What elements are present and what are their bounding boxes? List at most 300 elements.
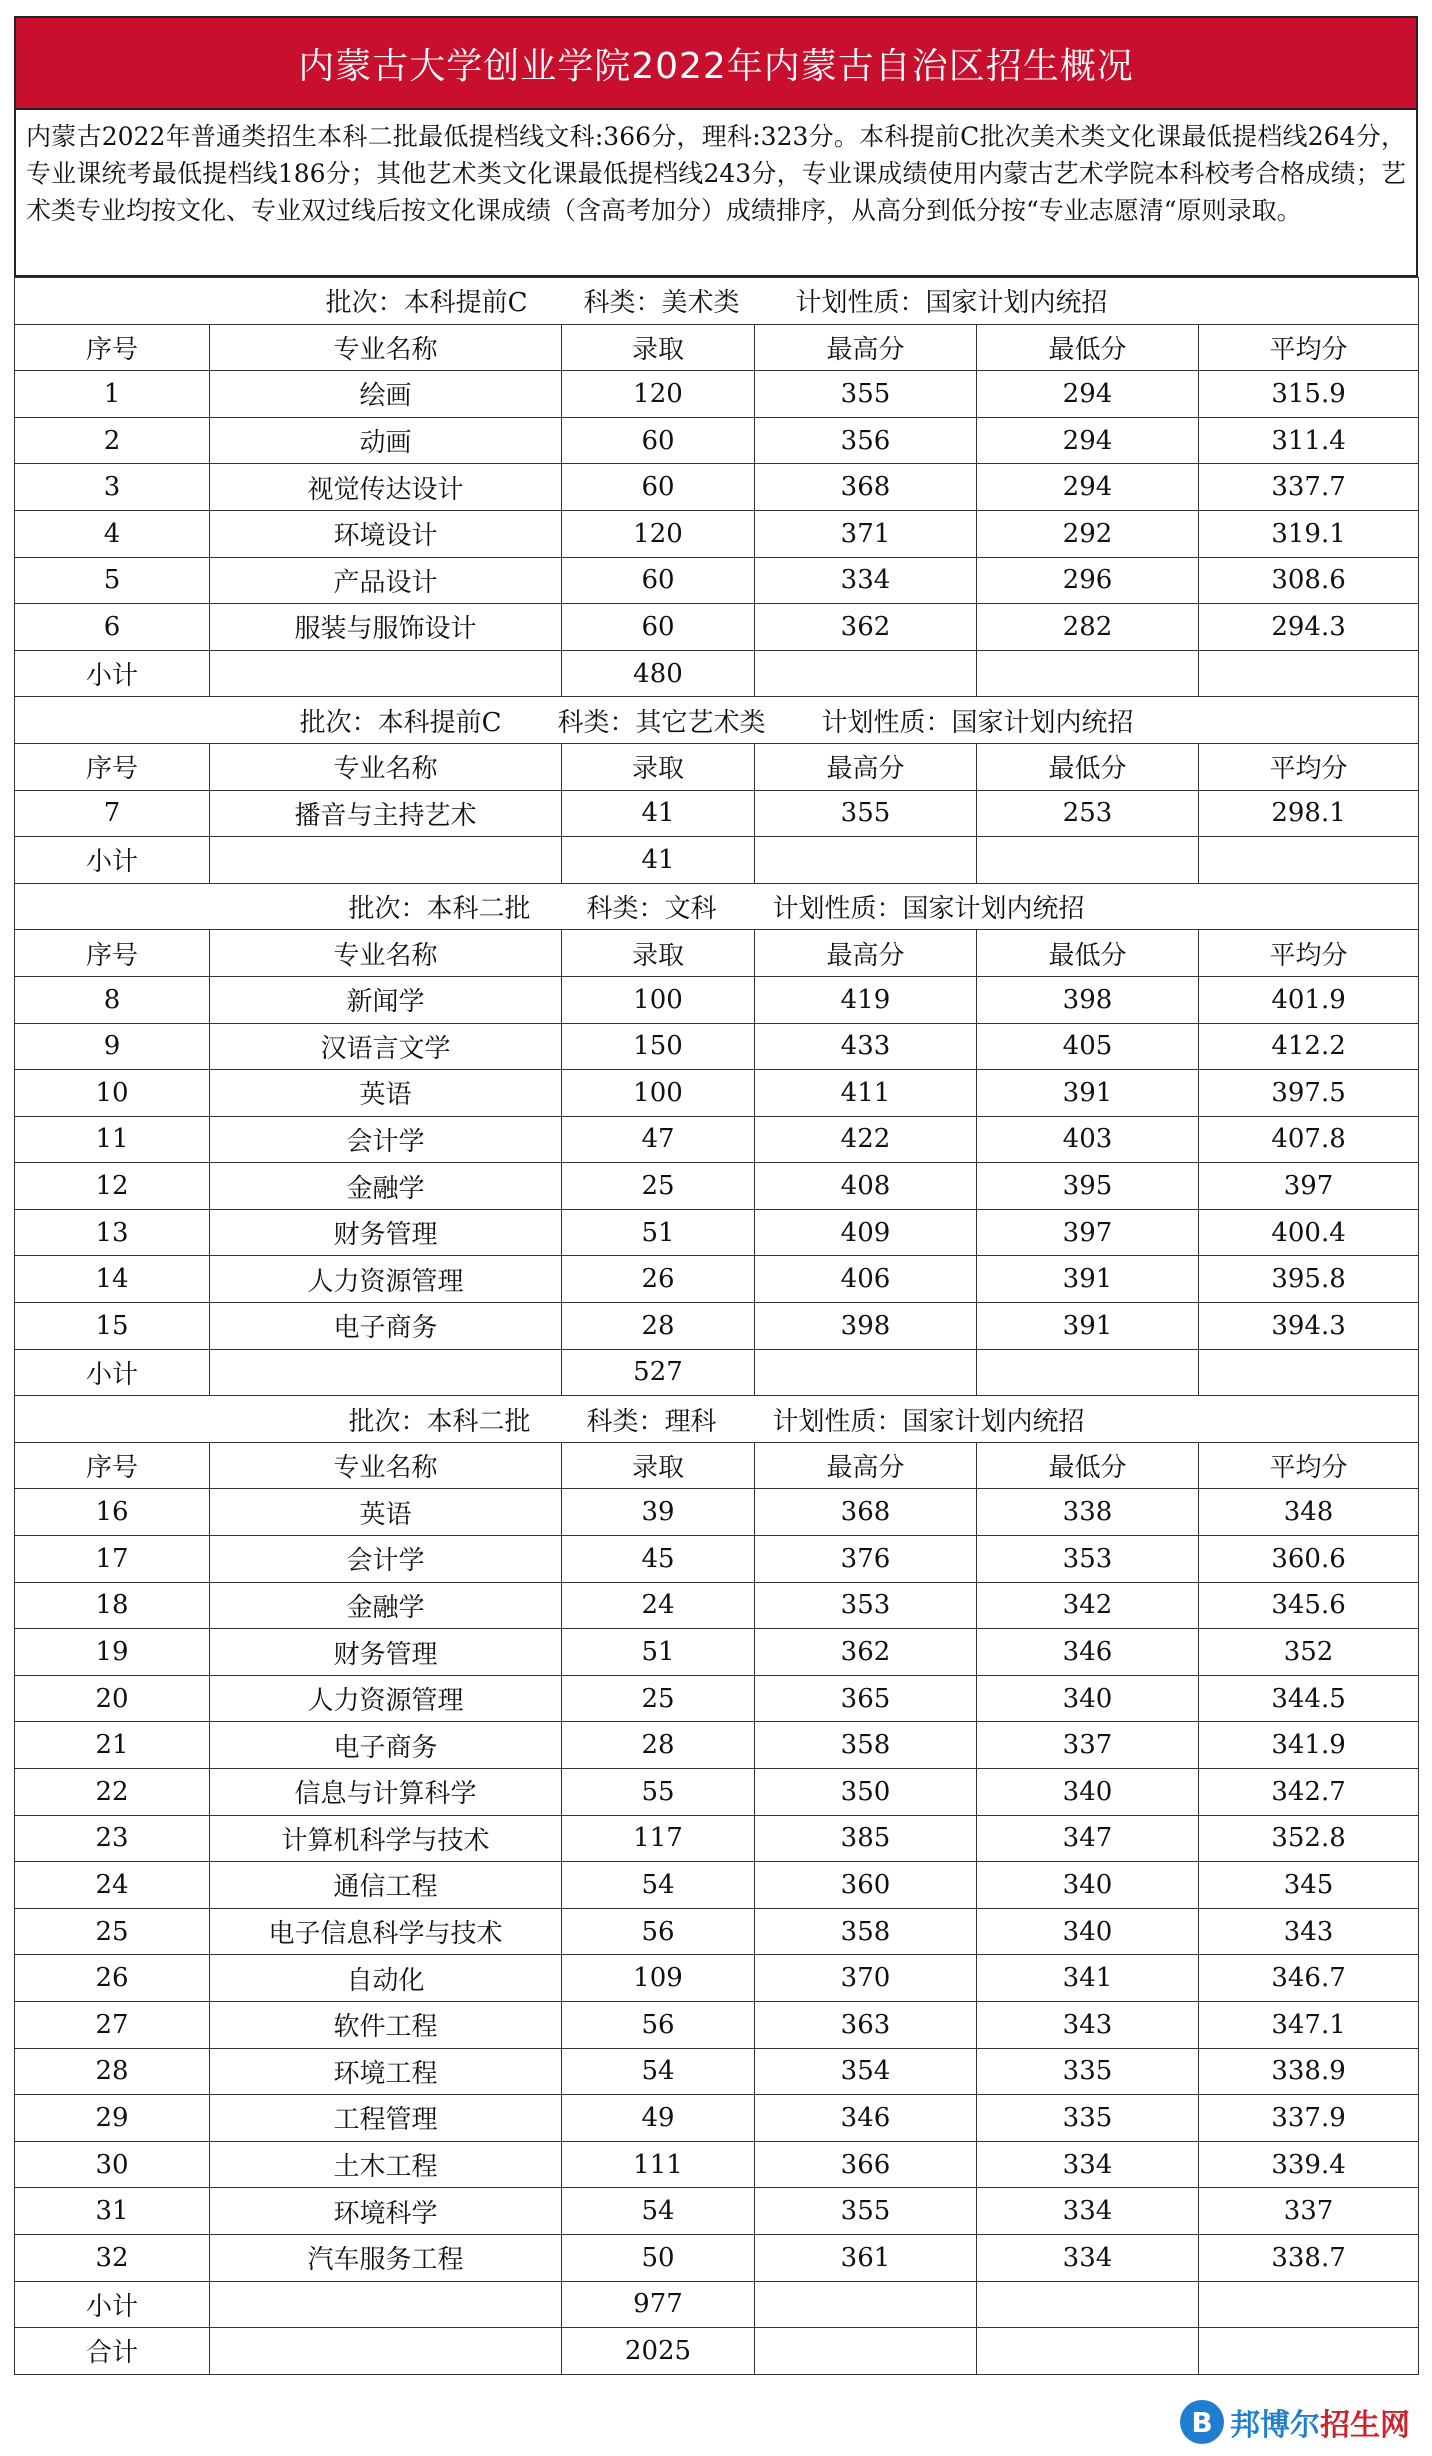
table-cell: 24 xyxy=(15,1862,210,1909)
section-category: 科类：其它艺术类 xyxy=(557,707,766,738)
table-cell: 56 xyxy=(562,1908,755,1955)
table-cell: 355 xyxy=(755,2188,977,2235)
table-cell: 60 xyxy=(562,557,755,604)
table-cell: 406 xyxy=(755,1256,977,1303)
table-row xyxy=(15,2001,1419,2048)
table-cell: 25 xyxy=(562,1163,755,1210)
table-cell: 电子商务 xyxy=(210,1722,562,1769)
grand-total-row xyxy=(15,2328,1419,2375)
table-cell: 405 xyxy=(977,1023,1199,1070)
table-row xyxy=(15,1209,1419,1256)
table-cell: 60 xyxy=(562,417,755,464)
table-cell: 340 xyxy=(977,1675,1199,1722)
table-cell: 51 xyxy=(562,1209,755,1256)
table-cell: 47 xyxy=(562,1116,755,1163)
table-cell: 环境工程 xyxy=(210,2048,562,2095)
empty-cell xyxy=(755,2328,977,2375)
table-cell: 31 xyxy=(15,2188,210,2235)
section-header xyxy=(15,697,1419,744)
table-cell: 环境设计 xyxy=(210,510,562,557)
table-row xyxy=(15,1722,1419,1769)
table-cell: 60 xyxy=(562,464,755,511)
table-row xyxy=(15,1629,1419,1676)
table-cell: 347.1 xyxy=(1199,2001,1419,2048)
table-cell: 292 xyxy=(977,510,1199,557)
column-header: 专业名称 xyxy=(210,743,562,790)
table-cell: 电子商务 xyxy=(210,1303,562,1350)
table-cell: 自动化 xyxy=(210,1955,562,2002)
table-row xyxy=(15,1256,1419,1303)
column-header: 录取 xyxy=(562,324,755,371)
column-header: 最高分 xyxy=(755,1442,977,1489)
table-cell: 346 xyxy=(755,2095,977,2142)
table-row xyxy=(15,1116,1419,1163)
admission-sheet xyxy=(14,16,1418,2375)
watermark-text-red: 招生网 xyxy=(1320,2408,1410,2443)
section-plan: 计划性质：国家计划内统招 xyxy=(795,288,1108,319)
table-cell: 343 xyxy=(1199,1908,1419,1955)
table-cell: 335 xyxy=(977,2048,1199,2095)
table-cell: 337 xyxy=(1199,2188,1419,2235)
table-row xyxy=(15,604,1419,651)
table-cell: 354 xyxy=(755,2048,977,2095)
table-cell: 395 xyxy=(977,1163,1199,1210)
table-cell: 7 xyxy=(15,790,210,837)
table-cell: 338 xyxy=(977,1489,1199,1536)
column-header: 最低分 xyxy=(977,1442,1199,1489)
table-cell: 394.3 xyxy=(1199,1303,1419,1350)
table-row xyxy=(15,417,1419,464)
table-cell: 346.7 xyxy=(1199,1955,1419,2002)
empty-cell xyxy=(977,1349,1199,1396)
section-category: 科类：美术类 xyxy=(583,288,740,319)
table-cell: 360.6 xyxy=(1199,1536,1419,1583)
column-header: 序号 xyxy=(15,743,210,790)
table-cell: 343 xyxy=(977,2001,1199,2048)
table-cell: 370 xyxy=(755,1955,977,2002)
table-cell: 30 xyxy=(15,2141,210,2188)
table-row xyxy=(15,1815,1419,1862)
table-cell: 294.3 xyxy=(1199,604,1419,651)
table-cell: 376 xyxy=(755,1536,977,1583)
table-cell: 播音与主持艺术 xyxy=(210,790,562,837)
table-cell: 368 xyxy=(755,464,977,511)
column-header: 专业名称 xyxy=(210,1442,562,1489)
table-row xyxy=(15,790,1419,837)
table-cell: 24 xyxy=(562,1582,755,1629)
table-cell: 23 xyxy=(15,1815,210,1862)
table-cell: 动画 xyxy=(210,417,562,464)
table-cell: 汉语言文学 xyxy=(210,1023,562,1070)
table-cell: 294 xyxy=(977,464,1199,511)
table-cell: 150 xyxy=(562,1023,755,1070)
table-cell: 英语 xyxy=(210,1070,562,1117)
section-batch: 批次：本科二批 xyxy=(348,1406,531,1437)
section-category: 科类：理科 xyxy=(586,1406,717,1437)
table-cell: 12 xyxy=(15,1163,210,1210)
table-cell: 253 xyxy=(977,790,1199,837)
subtotal-row xyxy=(15,1349,1419,1396)
table-cell: 363 xyxy=(755,2001,977,2048)
empty-cell xyxy=(1199,2328,1419,2375)
column-header: 最低分 xyxy=(977,930,1199,977)
table-cell: 397 xyxy=(1199,1163,1419,1210)
table-cell: 17 xyxy=(15,1536,210,1583)
table-cell: 401.9 xyxy=(1199,976,1419,1023)
table-cell: 411 xyxy=(755,1070,977,1117)
empty-cell xyxy=(755,837,977,884)
table-cell: 19 xyxy=(15,1629,210,1676)
table-row xyxy=(15,464,1419,511)
empty-cell xyxy=(210,2281,562,2328)
table-cell: 100 xyxy=(562,976,755,1023)
table-cell: 339.4 xyxy=(1199,2141,1419,2188)
empty-cell xyxy=(210,1349,562,1396)
table-cell: 27 xyxy=(15,2001,210,2048)
table-cell: 22 xyxy=(15,1769,210,1816)
table-cell: 355 xyxy=(755,371,977,418)
section-plan: 计划性质：国家计划内统招 xyxy=(772,894,1085,925)
section-header xyxy=(15,883,1419,930)
table-cell: 385 xyxy=(755,1815,977,1862)
table-row xyxy=(15,371,1419,418)
empty-cell xyxy=(755,2281,977,2328)
column-header: 平均分 xyxy=(1199,930,1419,977)
table-cell: 337.7 xyxy=(1199,464,1419,511)
table-cell: 11 xyxy=(15,1116,210,1163)
table-cell: 344.5 xyxy=(1199,1675,1419,1722)
table-cell: 391 xyxy=(977,1256,1199,1303)
subtotal-value: 41 xyxy=(562,837,755,884)
table-cell: 361 xyxy=(755,2234,977,2281)
table-cell: 111 xyxy=(562,2141,755,2188)
table-cell: 342 xyxy=(977,1582,1199,1629)
table-cell: 368 xyxy=(755,1489,977,1536)
table-cell: 4 xyxy=(15,510,210,557)
table-cell: 398 xyxy=(755,1303,977,1350)
table-cell: 340 xyxy=(977,1769,1199,1816)
table-cell: 409 xyxy=(755,1209,977,1256)
column-header: 专业名称 xyxy=(210,324,562,371)
empty-cell xyxy=(1199,650,1419,697)
table-cell: 334 xyxy=(977,2188,1199,2235)
table-cell: 49 xyxy=(562,2095,755,2142)
table-cell: 433 xyxy=(755,1023,977,1070)
table-cell: 407.8 xyxy=(1199,1116,1419,1163)
table-cell: 财务管理 xyxy=(210,1629,562,1676)
table-row xyxy=(15,1303,1419,1350)
table-cell: 353 xyxy=(755,1582,977,1629)
table-cell: 355 xyxy=(755,790,977,837)
column-header: 序号 xyxy=(15,1442,210,1489)
table-cell: 60 xyxy=(562,604,755,651)
table-cell: 341 xyxy=(977,1955,1199,2002)
table-cell: 54 xyxy=(562,2188,755,2235)
table-cell: 348 xyxy=(1199,1489,1419,1536)
table-cell: 408 xyxy=(755,1163,977,1210)
site-watermark xyxy=(1180,2400,1410,2444)
table-cell: 412.2 xyxy=(1199,1023,1419,1070)
table-cell: 398 xyxy=(977,976,1199,1023)
table-cell: 服装与服饰设计 xyxy=(210,604,562,651)
table-cell: 340 xyxy=(977,1908,1199,1955)
table-cell: 109 xyxy=(562,1955,755,2002)
table-cell: 软件工程 xyxy=(210,2001,562,2048)
table-cell: 334 xyxy=(755,557,977,604)
table-cell: 54 xyxy=(562,2048,755,2095)
table-cell: 26 xyxy=(562,1256,755,1303)
subtotal-row xyxy=(15,837,1419,884)
section-header-row xyxy=(15,697,1419,744)
admission-table-body xyxy=(15,278,1419,2375)
table-cell: 311.4 xyxy=(1199,417,1419,464)
section-header-row xyxy=(15,278,1419,325)
table-cell: 计算机科学与技术 xyxy=(210,1815,562,1862)
table-cell: 3 xyxy=(15,464,210,511)
empty-cell xyxy=(977,2328,1199,2375)
table-cell: 340 xyxy=(977,1862,1199,1909)
table-cell: 341.9 xyxy=(1199,1722,1419,1769)
table-cell: 282 xyxy=(977,604,1199,651)
table-cell: 28 xyxy=(15,2048,210,2095)
table-cell: 39 xyxy=(562,1489,755,1536)
table-cell: 342.7 xyxy=(1199,1769,1419,1816)
table-cell: 358 xyxy=(755,1722,977,1769)
table-cell: 汽车服务工程 xyxy=(210,2234,562,2281)
table-cell: 391 xyxy=(977,1303,1199,1350)
column-header-row xyxy=(15,930,1419,977)
table-cell: 353 xyxy=(977,1536,1199,1583)
empty-cell xyxy=(210,650,562,697)
table-row xyxy=(15,2048,1419,2095)
grand-total-label: 合计 xyxy=(15,2328,210,2375)
section-header xyxy=(15,278,1419,325)
table-row xyxy=(15,2095,1419,2142)
table-cell: 10 xyxy=(15,1070,210,1117)
table-cell: 9 xyxy=(15,1023,210,1070)
table-cell: 新闻学 xyxy=(210,976,562,1023)
empty-cell xyxy=(755,1349,977,1396)
table-row xyxy=(15,2234,1419,2281)
table-cell: 会计学 xyxy=(210,1116,562,1163)
table-cell: 296 xyxy=(977,557,1199,604)
table-cell: 5 xyxy=(15,557,210,604)
subtotal-label: 小计 xyxy=(15,650,210,697)
table-cell: 财务管理 xyxy=(210,1209,562,1256)
table-cell: 347 xyxy=(977,1815,1199,1862)
table-cell: 土木工程 xyxy=(210,2141,562,2188)
table-cell: 419 xyxy=(755,976,977,1023)
table-cell: 319.1 xyxy=(1199,510,1419,557)
subtotal-value: 480 xyxy=(562,650,755,697)
column-header: 序号 xyxy=(15,930,210,977)
table-row xyxy=(15,2188,1419,2235)
column-header-row xyxy=(15,1442,1419,1489)
table-cell: 54 xyxy=(562,1862,755,1909)
table-cell: 120 xyxy=(562,371,755,418)
table-cell: 1 xyxy=(15,371,210,418)
table-cell: 294 xyxy=(977,417,1199,464)
table-cell: 6 xyxy=(15,604,210,651)
table-cell: 电子信息科学与技术 xyxy=(210,1908,562,1955)
table-row xyxy=(15,510,1419,557)
table-cell: 2 xyxy=(15,417,210,464)
table-cell: 397.5 xyxy=(1199,1070,1419,1117)
table-cell: 英语 xyxy=(210,1489,562,1536)
table-cell: 371 xyxy=(755,510,977,557)
table-cell: 50 xyxy=(562,2234,755,2281)
table-cell: 335 xyxy=(977,2095,1199,2142)
subtotal-value: 527 xyxy=(562,1349,755,1396)
column-header: 最低分 xyxy=(977,743,1199,790)
table-cell: 350 xyxy=(755,1769,977,1816)
column-header-row xyxy=(15,324,1419,371)
column-header: 最低分 xyxy=(977,324,1199,371)
table-cell: 通信工程 xyxy=(210,1862,562,1909)
table-cell: 315.9 xyxy=(1199,371,1419,418)
table-cell: 金融学 xyxy=(210,1163,562,1210)
table-cell: 32 xyxy=(15,2234,210,2281)
table-cell: 362 xyxy=(755,604,977,651)
table-cell: 8 xyxy=(15,976,210,1023)
column-header: 平均分 xyxy=(1199,1442,1419,1489)
empty-cell xyxy=(210,837,562,884)
table-cell: 55 xyxy=(562,1769,755,1816)
table-cell: 345.6 xyxy=(1199,1582,1419,1629)
table-cell: 334 xyxy=(977,2141,1199,2188)
page-title: 内蒙古大学创业学院2022年内蒙古自治区招生概况 xyxy=(14,16,1418,110)
section-header-row xyxy=(15,1396,1419,1443)
table-cell: 397 xyxy=(977,1209,1199,1256)
table-cell: 21 xyxy=(15,1722,210,1769)
table-cell: 366 xyxy=(755,2141,977,2188)
section-batch: 批次：本科二批 xyxy=(348,894,531,925)
table-cell: 29 xyxy=(15,2095,210,2142)
section-plan: 计划性质：国家计划内统招 xyxy=(821,707,1134,738)
table-cell: 28 xyxy=(562,1303,755,1350)
table-cell: 356 xyxy=(755,417,977,464)
admission-notice: 内蒙古2022年普通类招生本科二批最低提档线文科:366分，理科:323分。本科提前C批次美术类文化课最低提档线264分，专业课统考最低提档线186分；其他艺术类文化课最低提档线243分，专业课成绩使用内蒙古艺术学院本科校考合格成绩；艺术类专业均按文化、专业双过线后按文化课成绩（含高考加分）成绩排序，从高分到低分按“专业志愿清“原则录取。 xyxy=(14,110,1418,277)
table-cell: 产品设计 xyxy=(210,557,562,604)
table-row xyxy=(15,1955,1419,2002)
table-cell: 338.7 xyxy=(1199,2234,1419,2281)
table-cell: 362 xyxy=(755,1629,977,1676)
table-cell: 395.8 xyxy=(1199,1256,1419,1303)
table-cell: 117 xyxy=(562,1815,755,1862)
watermark-text xyxy=(1230,2400,1410,2444)
table-cell: 视觉传达设计 xyxy=(210,464,562,511)
table-cell: 337 xyxy=(977,1722,1199,1769)
table-cell: 56 xyxy=(562,2001,755,2048)
table-cell: 18 xyxy=(15,1582,210,1629)
table-row xyxy=(15,1675,1419,1722)
empty-cell xyxy=(755,650,977,697)
column-header: 专业名称 xyxy=(210,930,562,977)
table-cell: 环境科学 xyxy=(210,2188,562,2235)
column-header: 录取 xyxy=(562,1442,755,1489)
table-cell: 14 xyxy=(15,1256,210,1303)
table-cell: 308.6 xyxy=(1199,557,1419,604)
table-cell: 会计学 xyxy=(210,1536,562,1583)
table-row xyxy=(15,1908,1419,1955)
table-cell: 28 xyxy=(562,1722,755,1769)
table-cell: 345 xyxy=(1199,1862,1419,1909)
table-cell: 100 xyxy=(562,1070,755,1117)
table-cell: 365 xyxy=(755,1675,977,1722)
column-header: 最高分 xyxy=(755,930,977,977)
empty-cell xyxy=(210,2328,562,2375)
table-cell: 360 xyxy=(755,1862,977,1909)
table-cell: 338.9 xyxy=(1199,2048,1419,2095)
table-cell: 294 xyxy=(977,371,1199,418)
subtotal-value: 977 xyxy=(562,2281,755,2328)
table-cell: 16 xyxy=(15,1489,210,1536)
table-cell: 334 xyxy=(977,2234,1199,2281)
empty-cell xyxy=(977,837,1199,884)
table-cell: 金融学 xyxy=(210,1582,562,1629)
column-header: 最高分 xyxy=(755,743,977,790)
subtotal-label: 小计 xyxy=(15,2281,210,2328)
column-header-row xyxy=(15,743,1419,790)
table-row xyxy=(15,1769,1419,1816)
table-row xyxy=(15,1536,1419,1583)
table-cell: 352.8 xyxy=(1199,1815,1419,1862)
table-cell: 298.1 xyxy=(1199,790,1419,837)
table-cell: 25 xyxy=(562,1675,755,1722)
table-cell: 51 xyxy=(562,1629,755,1676)
table-row xyxy=(15,1163,1419,1210)
section-batch: 批次：本科提前C xyxy=(325,288,528,319)
table-cell: 45 xyxy=(562,1536,755,1583)
table-cell: 391 xyxy=(977,1070,1199,1117)
table-cell: 工程管理 xyxy=(210,2095,562,2142)
subtotal-label: 小计 xyxy=(15,1349,210,1396)
table-cell: 403 xyxy=(977,1116,1199,1163)
section-header-row xyxy=(15,883,1419,930)
column-header: 录取 xyxy=(562,743,755,790)
table-cell: 信息与计算科学 xyxy=(210,1769,562,1816)
table-cell: 400.4 xyxy=(1199,1209,1419,1256)
column-header: 序号 xyxy=(15,324,210,371)
table-cell: 25 xyxy=(15,1908,210,1955)
section-category: 科类：文科 xyxy=(586,894,717,925)
table-cell: 422 xyxy=(755,1116,977,1163)
subtotal-row xyxy=(15,650,1419,697)
table-cell: 41 xyxy=(562,790,755,837)
empty-cell xyxy=(977,2281,1199,2328)
table-cell: 15 xyxy=(15,1303,210,1350)
table-row xyxy=(15,1023,1419,1070)
subtotal-row xyxy=(15,2281,1419,2328)
section-header xyxy=(15,1396,1419,1443)
empty-cell xyxy=(1199,2281,1419,2328)
watermark-text-blue: 邦博尔 xyxy=(1230,2408,1320,2443)
globe-b-logo-icon: B xyxy=(1180,2400,1224,2444)
table-row xyxy=(15,1862,1419,1909)
table-cell: 26 xyxy=(15,1955,210,2002)
table-row xyxy=(15,1489,1419,1536)
table-cell: 13 xyxy=(15,1209,210,1256)
column-header: 平均分 xyxy=(1199,324,1419,371)
table-row xyxy=(15,2141,1419,2188)
table-cell: 346 xyxy=(977,1629,1199,1676)
table-cell: 352 xyxy=(1199,1629,1419,1676)
table-row xyxy=(15,1582,1419,1629)
empty-cell xyxy=(977,650,1199,697)
table-cell: 绘画 xyxy=(210,371,562,418)
table-cell: 人力资源管理 xyxy=(210,1256,562,1303)
table-cell: 337.9 xyxy=(1199,2095,1419,2142)
